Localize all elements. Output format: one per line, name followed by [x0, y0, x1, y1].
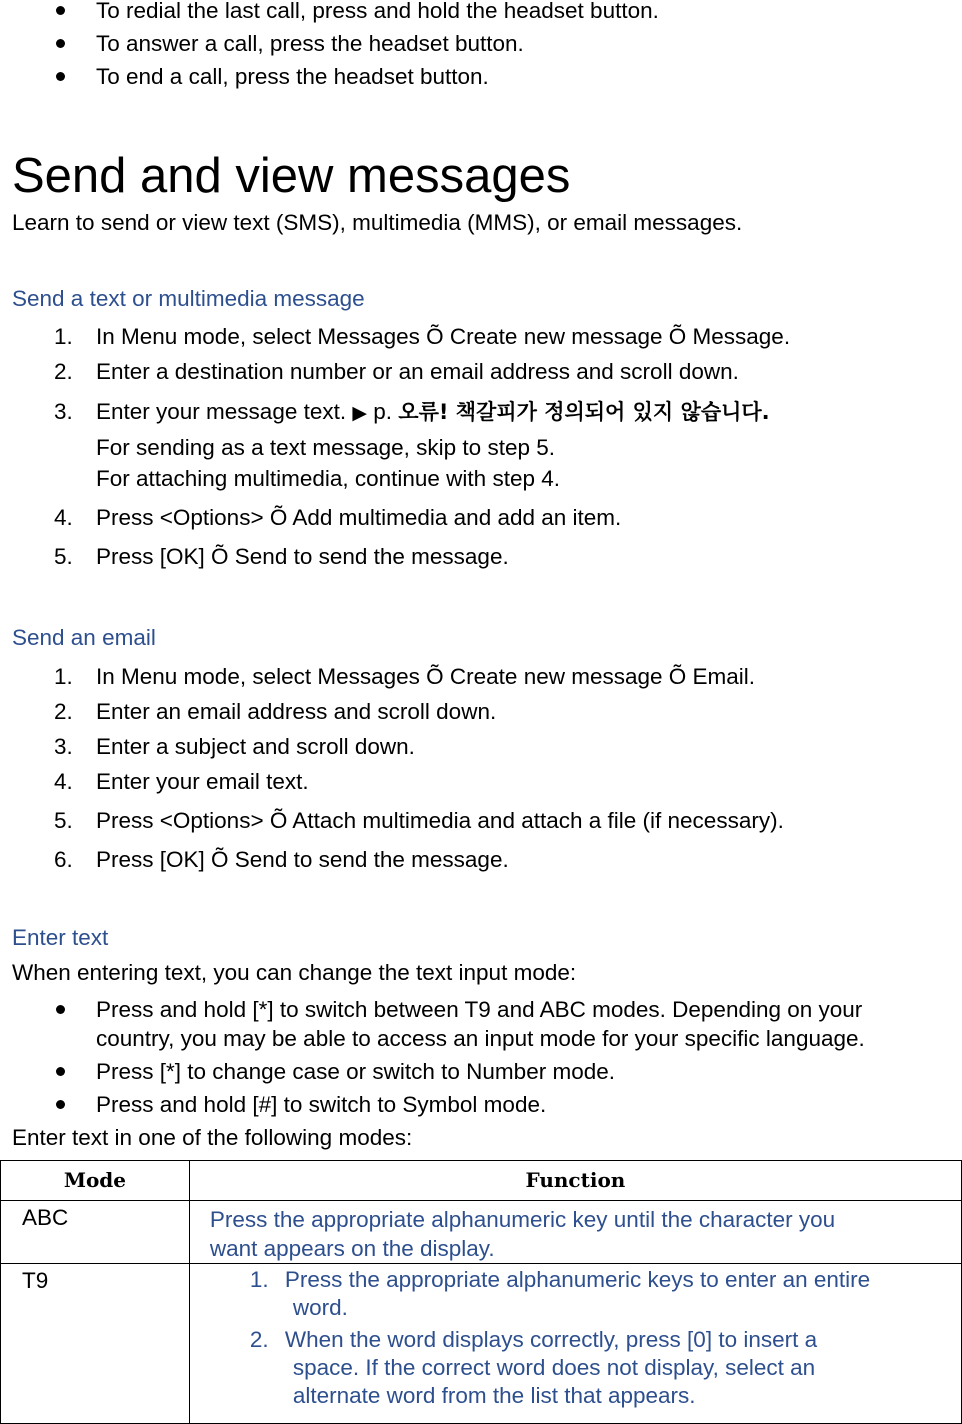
- step-number: 1.: [54, 324, 73, 349]
- page-title: Send and view messages: [12, 149, 571, 203]
- list-item: To redial the last call, press and hold the headset button.: [96, 0, 659, 23]
- modes-table: [0, 1160, 962, 1424]
- step-number: 3.: [54, 734, 73, 759]
- item-number: 1.: [249, 1267, 269, 1292]
- bullet-icon: [56, 39, 65, 48]
- step-number: 2.: [54, 699, 73, 724]
- function-line: alternate word from the list that appears.: [292, 1383, 696, 1408]
- mode-name: T9: [22, 1268, 49, 1293]
- enter-text-outro: Enter text in one of the following modes:: [12, 1125, 413, 1150]
- list-item: Press [*] to change case or switch to Number mode.: [96, 1059, 615, 1084]
- table-row: [1, 1264, 962, 1424]
- subheading-enter-text: Enter text: [12, 925, 109, 950]
- step-text: Enter a destination number or an email address and scroll down.: [96, 359, 739, 384]
- step-number: 6.: [54, 847, 73, 872]
- step-number: 4.: [54, 769, 73, 794]
- mode-cell: [1, 1201, 190, 1264]
- function-line: word.: [292, 1295, 348, 1320]
- list-item: Press and hold [#] to switch to Symbol mode.: [96, 1092, 547, 1117]
- step-number: 5.: [54, 808, 73, 833]
- arrow-right-icon: ▶: [352, 402, 367, 424]
- section-intro: Learn to send or view text (SMS), multimedia (MMS), or email messages.: [12, 210, 743, 235]
- column-header-mode: Mode: [1, 1161, 190, 1201]
- step-number: 4.: [54, 505, 73, 530]
- list-item: To end a call, press the headset button.: [96, 64, 489, 89]
- mode-cell: [1, 1264, 190, 1424]
- function-line: Press the appropriate alphanumeric keys to enter an entire: [284, 1267, 871, 1292]
- bullet-icon: [56, 1100, 65, 1109]
- bullet-icon: [56, 72, 65, 81]
- step-text: In Menu mode, select Messages Õ Create new message Õ Email.: [96, 664, 756, 689]
- step-number: 2.: [54, 359, 73, 384]
- bullet-icon: [56, 1005, 65, 1014]
- subheading-send-text: Send a text or multimedia message: [12, 286, 365, 311]
- broken-reference[interactable]: 오류! 책갈피가 정의되어 있지 않습니다.: [398, 400, 770, 424]
- function-line: When the word displays correctly, press [0] to insert a: [284, 1327, 818, 1352]
- step-text: Press [OK] Õ Send to send the message.: [96, 544, 509, 569]
- step-number: 5.: [54, 544, 73, 569]
- page-ref-prefix: p.: [367, 399, 399, 424]
- subheading-send-email: Send an email: [12, 625, 156, 650]
- column-header-function: Function: [189, 1161, 961, 1201]
- function-cell: [189, 1201, 961, 1264]
- step-text: Press [OK] Õ Send to send the message.: [96, 847, 509, 872]
- step-number: 3.: [54, 399, 73, 424]
- step-number: 1.: [54, 664, 73, 689]
- list-item-continued: country, you may be able to access an input mode for your specific language.: [96, 1026, 865, 1051]
- item-number: 2.: [249, 1327, 269, 1352]
- function-line: Press the appropriate alphanumeric key until the character you: [209, 1207, 836, 1232]
- table-row: [1, 1201, 962, 1264]
- function-line: want appears on the display.: [209, 1236, 495, 1261]
- step-note: For sending as a text message, skip to step 5.: [96, 435, 555, 460]
- step-text: Enter an email address and scroll down.: [96, 699, 497, 724]
- list-item: To answer a call, press the headset button.: [96, 31, 524, 56]
- bullet-icon: [56, 6, 65, 15]
- step-text: In Menu mode, select Messages Õ Create new message Õ Message.: [96, 324, 791, 349]
- step-text-with-reference: [96, 398, 770, 427]
- step-text: Press <Options> Õ Attach multimedia and attach a file (if necessary).: [96, 808, 784, 833]
- bullet-icon: [56, 1067, 65, 1076]
- step-text: Enter your email text.: [96, 769, 309, 794]
- step-text: Enter a subject and scroll down.: [96, 734, 415, 759]
- list-item: Press and hold [*] to switch between T9 and ABC modes. Depending on your: [96, 997, 863, 1022]
- function-line: space. If the correct word does not display, select an: [292, 1355, 816, 1380]
- mode-name: ABC: [22, 1205, 69, 1230]
- step-text: Enter your message text.: [96, 399, 353, 424]
- table-header-row: [1, 1161, 962, 1201]
- function-cell: [189, 1264, 961, 1424]
- step-text: Press <Options> Õ Add multimedia and add an item.: [96, 505, 622, 530]
- step-note: For attaching multimedia, continue with step 4.: [96, 466, 560, 491]
- enter-text-intro: When entering text, you can change the text input mode:: [12, 960, 577, 985]
